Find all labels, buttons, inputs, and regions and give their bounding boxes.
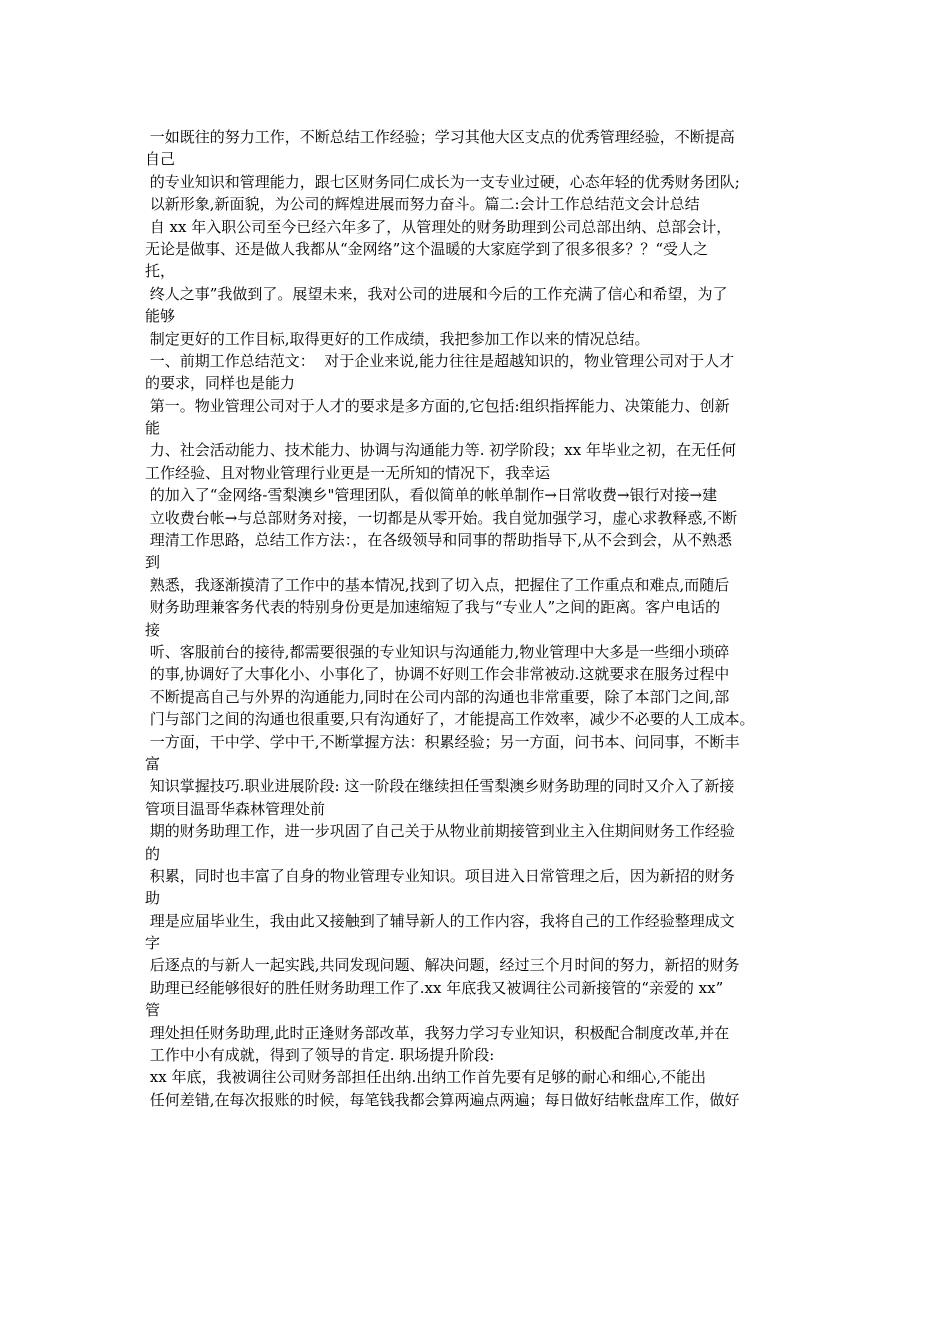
text-line: 工作中小有成就，得到了领导的肯定. 职场提升阶段: [145, 1046, 495, 1065]
text-line: 自 xx 年入职公司至今已经六年多了，从管理处的财务助理到公司总部出纳、总部会计， [145, 217, 732, 236]
text-line: 自己 [145, 150, 176, 169]
text-line: 一如既往的努力工作，不断总结工作经验；学习其他大区支点的优秀管理经验，不断提高 [145, 128, 735, 146]
text-line: 理是应届毕业生，我由此又接触到了辅导新人的工作内容，我将自己的工作经验整理成文 [145, 911, 735, 930]
text-line: 管项目温哥华森林管理处前 [145, 799, 326, 818]
text-line: 理清工作思路，总结工作方法：，在各级领导和同事的帮助指导下,从不会到会，从不熟悉 [145, 531, 733, 550]
text-line: 门与部门之间的沟通也很重要,只有沟通好了，才能提高工作效率，减少不必要的人工成本。 [145, 710, 755, 729]
text-line: 的要求，同样也是能力 [145, 374, 296, 393]
text-line: 一方面，干中学、学中干,不断掌握方法：积累经验；另一方面，问书本、问同事，不断丰 [145, 732, 740, 751]
text-line: 到 [145, 553, 161, 572]
text-line: 听、客服前台的接待,都需要很强的专业知识与沟通能力,物业管理中大多是一些细小琐碎 [145, 642, 730, 661]
text-line: 立收费台帐→与总部财务对接，一切都是从零开始。我自觉加强学习，虚心求教释惑,不断 [145, 508, 738, 527]
text-line: xx 年底，我被调往公司财务部担任出纳.出纳工作首先要有足够的耐心和细心,不能出 [145, 1068, 706, 1087]
text-line: 托， [145, 262, 176, 281]
text-line: 第一。物业管理公司对于人才的要求是多方面的,它包括:组织指挥能力、决策能力、创新 [145, 396, 730, 415]
text-line: 管 [145, 1001, 161, 1020]
text-line: 的 [145, 844, 161, 863]
text-line: 一、前期工作总结范文： 对于企业来说,能力往往是超越知识的，物业管理公司对于人才 [145, 351, 735, 370]
text-line: 终人之事”我做到了。展望未来，我对公司的进展和今后的工作充满了信心和希望，为了 [145, 284, 728, 303]
text-line: 积累，同时也丰富了自身的物业管理专业知识。项目进入日常管理之后，因为新招的财务 [145, 866, 735, 885]
text-line: 富 [145, 754, 161, 773]
text-line: 的事,协调好了大事化小、小事化了，协调不好则工作会非常被动.这就要求在服务过程中 [145, 665, 730, 684]
text-line: 接 [145, 620, 161, 639]
text-line: 后逐点的与新人一起实践,共同发现问题、解决问题，经过三个月时间的努力，新招的财务 [145, 956, 740, 975]
text-line: 期的财务助理工作，进一步巩固了自己关于从物业前期接管到业主入住期间财务工作经验 [145, 822, 735, 841]
text-line: 熟悉，我逐渐摸清了工作中的基本情况,找到了切入点，把握住了工作重点和难点,而随后 [145, 575, 730, 594]
text-line: 任何差错,在每次报账的时候，每笔钱我都会算两遍点两遍；每日做好结帐盘库工作，做好 [145, 1090, 740, 1109]
text-line: 的专业知识和管理能力，跟七区财务同仁成长为一支专业过硬，心态年轻的优秀财务团队; [145, 172, 740, 191]
text-line: 的加入了“金网络-雪梨澳乡"管理团队，看似简单的帐单制作→日常收费→银行对接→建 [145, 486, 718, 505]
text-line: 力、社会活动能力、技术能力、协调与沟通能力等. 初学阶段；xx 年毕业之初，在无任何 [145, 441, 736, 460]
text-line: 助理已经能够很好的胜任财务助理工作了.xx 年底我又被调往公司新接管的“亲爱的 xx” [145, 978, 724, 997]
text-line: 字 [145, 934, 161, 953]
text-line: 助 [145, 889, 161, 908]
text-line: 知识掌握技巧.职业进展阶段: 这一阶段在继续担任雪梨澳乡财务助理的同时又介入了新接 [145, 777, 735, 796]
text-line: 不断提高自己与外界的沟通能力,同时在公司内部的沟通也非常重要，除了本部门之间,部 [145, 687, 730, 706]
document-body-text [145, 126, 825, 1111]
text-line: 理处担任财务助理,此时正逢财务部改革，我努力学习专业知识，积极配合制度改革,并在 [145, 1023, 730, 1042]
text-line: 能够 [145, 307, 176, 326]
text-line: 财务助理兼客务代表的特别身份更是加速缩短了我与“专业人”之间的距离。客户电话的 [145, 598, 721, 617]
text-line: 制定更好的工作目标,取得更好的工作成绩，我把参加工作以来的情况总结。 [145, 329, 650, 348]
text-line: 无论是做事、还是做人我都从“金网络”这个温暖的大家庭学到了很多很多？？“受人之 [145, 239, 709, 258]
text-line: 以新形象,新面貌，为公司的辉煌进展而努力奋斗。篇二:会计工作总结范文会计总结 [145, 195, 700, 214]
text-line: 工作经验、且对物业管理行业更是一无所知的情况下，我幸运 [145, 463, 551, 482]
text-line: 能 [145, 419, 161, 438]
